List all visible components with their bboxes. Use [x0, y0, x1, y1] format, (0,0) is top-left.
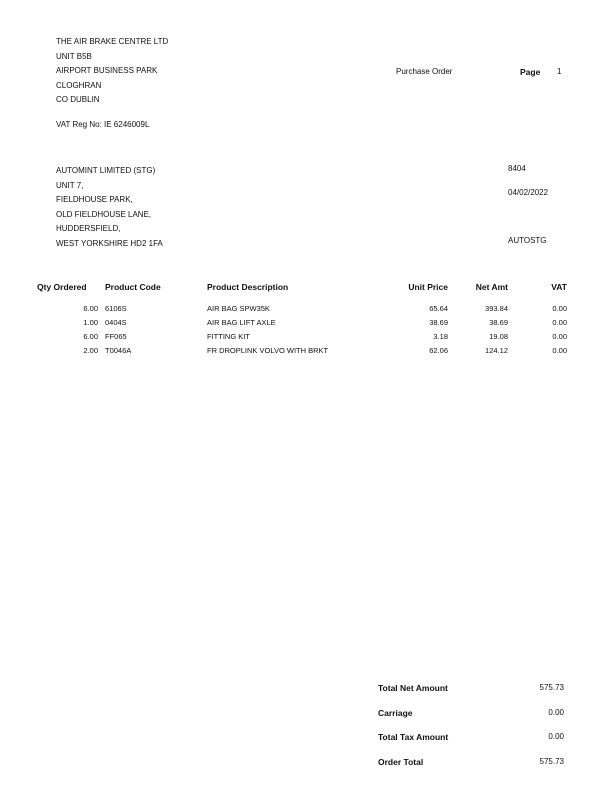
net-amount-cell: 38.69 — [489, 318, 508, 327]
code-cell: T0046A — [105, 346, 132, 355]
page-number: 1 — [557, 67, 562, 76]
header-vat: VAT — [551, 282, 567, 292]
company-address-line: CO DUBLIN — [56, 95, 100, 104]
net-amount-cell: 19.08 — [489, 332, 508, 341]
header-qty-ordered: Qty Ordered — [37, 282, 87, 292]
qty-cell: 6.00 — [83, 304, 98, 313]
vat-cell: 0.00 — [552, 346, 567, 355]
header-product-description: Product Description — [207, 282, 289, 292]
total-label: Carriage — [378, 707, 413, 718]
header-net-amount: Net Amt — [475, 282, 508, 292]
total-value: 575.73 — [539, 756, 564, 766]
table-row — [0, 344, 612, 358]
description-cell: AIR BAG LIFT AXLE — [207, 318, 276, 327]
vat-registration: VAT Reg No: IE 6246009L — [56, 120, 150, 129]
total-label: Total Net Amount — [378, 683, 448, 693]
total-net-amount-row — [378, 680, 564, 705]
net-amount-cell: 393.84 — [485, 304, 508, 313]
order-reference: AUTOSTG — [508, 236, 547, 245]
qty-cell: 6.00 — [83, 332, 98, 341]
header-unit-price: Unit Price — [408, 282, 448, 292]
description-cell: AIR BAG SPW35K — [207, 304, 270, 313]
code-cell: 6106S — [105, 304, 127, 313]
company-address-line: UNIT B5B — [56, 51, 92, 61]
supplier-address-line: OLD FIELDHOUSE LANE, — [56, 209, 152, 219]
supplier-address-line: WEST YORKSHIRE HD2 1FA — [56, 238, 163, 248]
header-product-code: Product Code — [105, 282, 161, 292]
order-total-row — [378, 754, 564, 779]
page-label: Page — [520, 67, 541, 77]
total-value: 575.73 — [539, 683, 564, 692]
supplier-address-line: HUDDERSFIELD, — [56, 224, 121, 233]
company-address-line: CLOGHRAN — [56, 80, 102, 90]
description-cell: FITTING KIT — [207, 332, 250, 341]
qty-cell: 1.00 — [83, 318, 98, 327]
total-label: Total Tax Amount — [378, 732, 449, 742]
company-name: THE AIR BRAKE CENTRE LTD — [56, 37, 169, 46]
supplier-address — [56, 164, 163, 251]
order-number: 8404 — [508, 164, 526, 173]
document-title: Purchase Order — [396, 67, 453, 76]
vat-cell: 0.00 — [552, 332, 567, 341]
unit-price-cell: 62.06 — [429, 346, 448, 355]
company-address — [56, 35, 168, 108]
carriage-row — [378, 705, 564, 730]
total-tax-amount-row — [378, 729, 564, 754]
vat-cell: 0.00 — [552, 318, 567, 327]
supplier-address-line: FIELDHOUSE PARK, — [56, 195, 133, 204]
table-row — [0, 330, 612, 344]
total-label: Order Total — [378, 756, 424, 767]
totals-section — [378, 680, 564, 778]
net-amount-cell: 124.12 — [485, 346, 508, 355]
code-cell: 0404S — [105, 318, 127, 327]
description-cell: FR DROPLINK VOLVO WITH BRKT — [207, 346, 329, 355]
order-date: 04/02/2022 — [508, 188, 549, 197]
unit-price-cell: 3.18 — [433, 332, 448, 341]
total-value: 0.00 — [548, 707, 564, 717]
company-address-line: AIRPORT BUSINESS PARK — [56, 66, 158, 75]
unit-price-cell: 65.64 — [429, 304, 448, 313]
supplier-address-line: UNIT 7, — [56, 180, 84, 190]
table-row — [0, 316, 612, 330]
total-value: 0.00 — [548, 732, 564, 741]
table-row — [0, 302, 612, 316]
vat-cell: 0.00 — [552, 304, 567, 313]
unit-price-cell: 38.69 — [429, 318, 448, 327]
line-items-table — [0, 302, 612, 358]
supplier-name: AUTOMINT LIMITED (STG) — [56, 166, 156, 175]
code-cell: FF065 — [105, 332, 127, 341]
qty-cell: 2.00 — [83, 346, 98, 355]
